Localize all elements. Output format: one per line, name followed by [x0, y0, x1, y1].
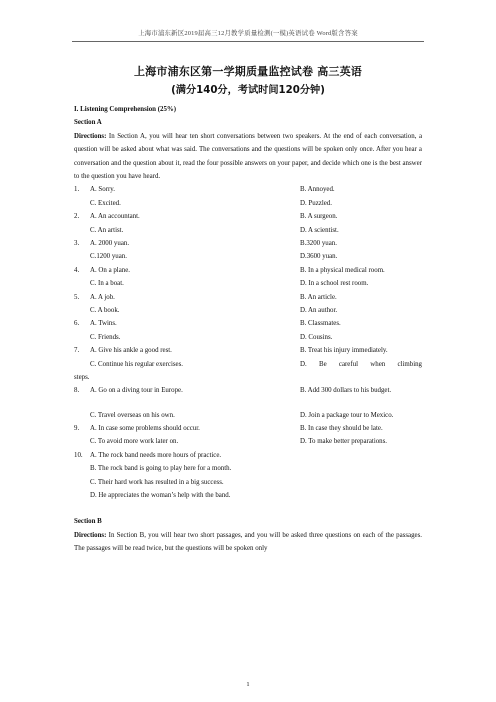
- option-b: B. In case they should be late.: [300, 425, 383, 433]
- question-7-row3: [74, 371, 422, 384]
- option-d: D. To make better preparations.: [300, 438, 388, 446]
- directions-text: In Section A, you will hear ten short conversations between two speakers. At the end of each conversation, a question will be asked about what was said. The conversations and the questions will be spoken only once. After you hear a conversation and the question about it, read the four possible answers on your paper, and decide which one is the best answer to the question you have heard.: [74, 132, 422, 181]
- option-d: D. An author.: [300, 306, 338, 314]
- option-d: D. Join a package tour to Mexico.: [300, 411, 394, 419]
- question-9-row2: [74, 435, 422, 448]
- option-d: D. Puzzled.: [300, 199, 332, 207]
- option-d: D. A scientist.: [300, 226, 339, 234]
- option-c: C. In a boat.: [90, 280, 124, 288]
- question-number: 3.: [74, 240, 80, 247]
- question-number: 8.: [74, 387, 80, 395]
- section-a-heading: Section A: [74, 119, 102, 127]
- option-c: C. Travel overseas on his own.: [90, 411, 175, 419]
- document-body: [74, 103, 422, 556]
- question-2-row2: [74, 224, 422, 237]
- option-b: B. A surgeon.: [300, 213, 338, 221]
- section-heading-listening: I. Listening Comprehension (25%): [74, 106, 177, 113]
- page-number: 1: [246, 681, 250, 688]
- option-d-continuation: steps.: [74, 373, 90, 381]
- option-c: C. Excited.: [90, 199, 121, 207]
- option-a: A. In case some problems should occur.: [90, 425, 200, 433]
- option-c: C. A book.: [90, 306, 120, 314]
- spacer: [74, 398, 422, 409]
- document-subtitle: (满分140分，考试时间120分钟): [171, 85, 325, 96]
- question-5: [74, 291, 422, 304]
- document-title: 上海市浦东区第一学期质量监控试卷 高三英语: [133, 65, 363, 78]
- question-number: 5.: [74, 293, 80, 301]
- question-5-row2: [74, 304, 422, 317]
- option-d: D. He appreciates the woman’s help with the band.: [90, 492, 231, 500]
- question-9: [74, 422, 422, 435]
- question-3-row2: [74, 250, 422, 263]
- option-b: B. An article.: [300, 293, 337, 301]
- option-c: C. To avoid more work later on.: [90, 438, 179, 446]
- directions-label: Directions:: [74, 132, 107, 140]
- option-d: D. Be careful when climbing: [300, 360, 422, 368]
- option-c: C. Friends.: [90, 333, 121, 341]
- question-7: [74, 344, 422, 357]
- question-3: [74, 237, 422, 250]
- option-b: B.3200 yuan.: [300, 240, 337, 247]
- option-b: B. Classmates.: [300, 320, 341, 328]
- directions-label: Directions:: [74, 531, 107, 539]
- option-a: A. An accountant.: [90, 213, 140, 221]
- option-b: B. Annoyed.: [300, 186, 335, 194]
- question-7-row2: [74, 358, 422, 371]
- question-number: 7.: [74, 347, 80, 355]
- section-b-directions: [74, 529, 422, 556]
- question-number: 4.: [74, 266, 80, 274]
- question-10-option-d: [74, 489, 422, 502]
- option-c: C.1200 yuan.: [90, 253, 127, 261]
- question-8: [74, 384, 422, 397]
- question-10-option-b: [74, 462, 422, 475]
- question-number: 1.: [74, 186, 80, 194]
- question-number: 9.: [74, 425, 80, 433]
- option-d: D. In a school rest room.: [300, 280, 369, 288]
- section-b-heading: Section B: [74, 518, 102, 526]
- option-c: C. Their hard work has resulted in a big success.: [90, 478, 224, 486]
- question-6-row2: [74, 331, 422, 344]
- question-10: [74, 449, 422, 462]
- option-c: C. Continue his regular exercises.: [90, 360, 183, 368]
- question-4-row2: [74, 277, 422, 290]
- question-6: [74, 317, 422, 330]
- option-a: A. A job.: [90, 293, 115, 301]
- option-a: A. Sorry.: [90, 186, 116, 194]
- header-text: 上海市浦东新区2019届高三12月教学质量检测(一模)英语试卷 Word版含答案: [138, 30, 358, 37]
- question-4: [74, 264, 422, 277]
- question-1: [74, 183, 422, 196]
- option-b: B. In a physical medical room.: [300, 266, 385, 274]
- option-b: B. Treat his injury immediately.: [300, 347, 388, 355]
- question-number: 6.: [74, 320, 80, 328]
- question-1-row2: [74, 197, 422, 210]
- page-header: [0, 0, 496, 42]
- option-a: A. Twins.: [90, 320, 117, 328]
- question-number: 2.: [74, 213, 80, 221]
- section-a-directions: [74, 130, 422, 184]
- option-a: A. Go on a diving tour in Europe.: [90, 387, 183, 395]
- spacer: [74, 502, 422, 515]
- question-8-row2: [74, 409, 422, 422]
- option-c: C. An artist.: [90, 226, 124, 234]
- question-number: 10.: [74, 451, 83, 459]
- option-d: D. Cousins.: [300, 333, 333, 341]
- directions-text: In Section B, you will hear two short passages, and you will be asked three questions on each of the passages. The passages will be read twice, but the questions will be spoken only: [74, 531, 422, 553]
- option-b: B. Add 300 dollars to his budget.: [300, 387, 392, 395]
- option-a: A. Give his ankle a good rest.: [90, 347, 172, 355]
- question-2: [74, 210, 422, 223]
- question-10-option-c: [74, 476, 422, 489]
- option-a: A. The rock band needs more hours of practice.: [90, 451, 222, 459]
- option-a: A. 2000 yuan.: [90, 240, 130, 247]
- header-divider: [72, 41, 424, 42]
- option-b: B. The rock band is going to play here for a month.: [90, 465, 232, 473]
- option-d: D.3600 yuan.: [300, 253, 338, 261]
- option-a: A. On a plane.: [90, 266, 130, 274]
